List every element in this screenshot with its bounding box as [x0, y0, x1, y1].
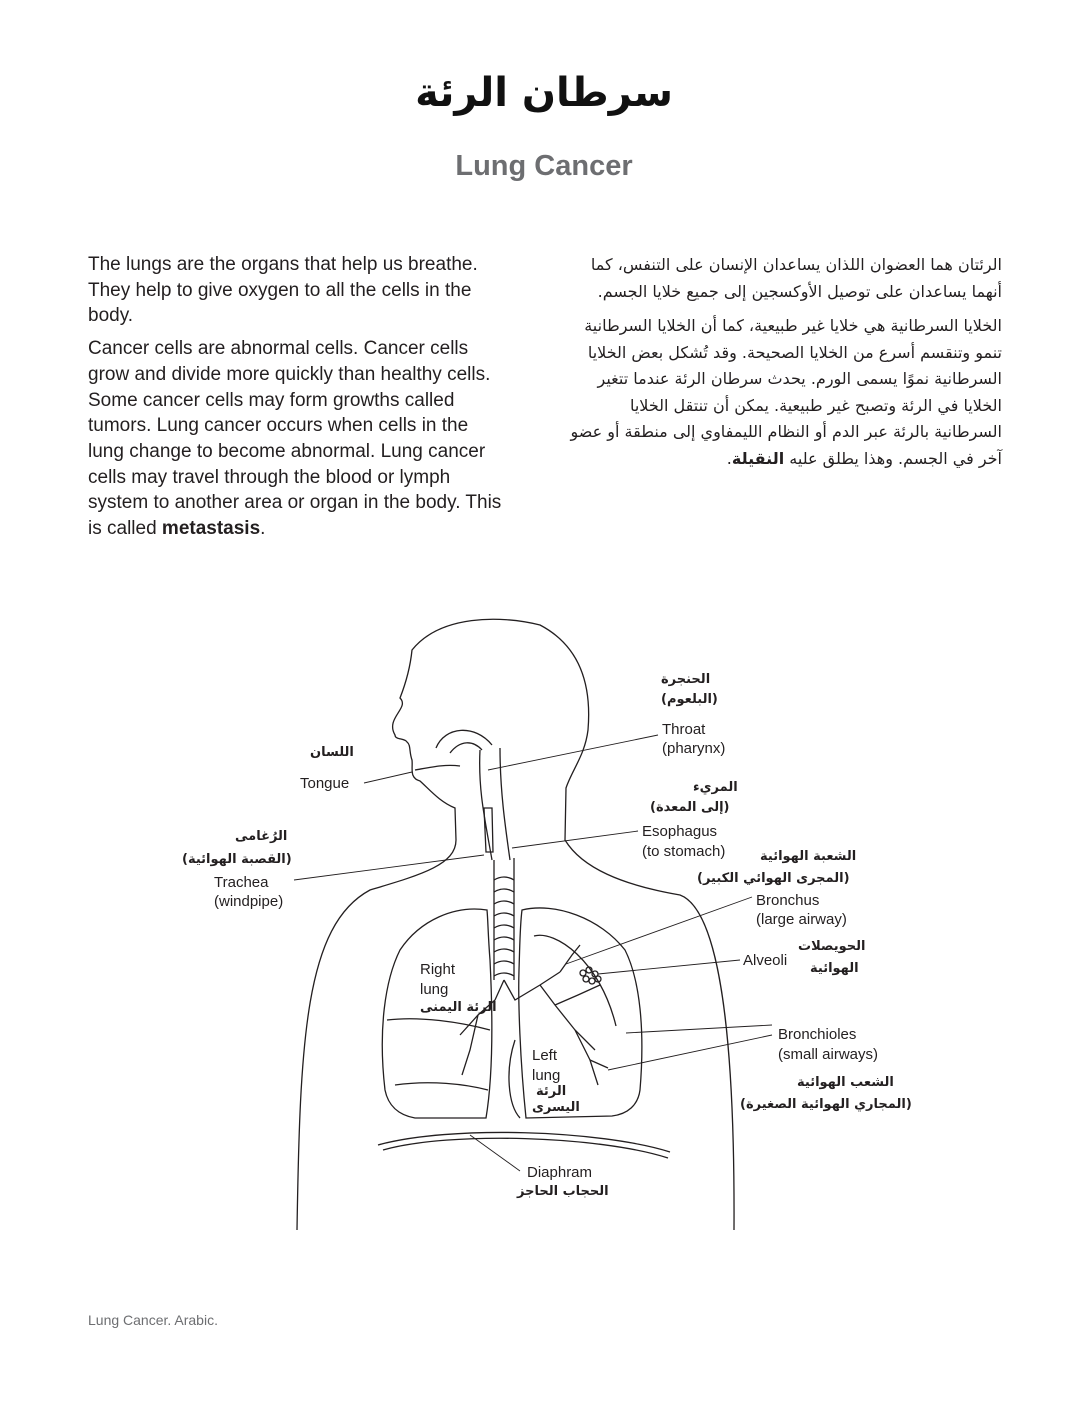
left-lung-label-arabic: الرئة	[536, 1084, 567, 1099]
english-term-metastasis: metastasis	[161, 518, 261, 540]
bronchioles-label: Bronchioles	[778, 1026, 857, 1043]
english-column	[88, 252, 508, 549]
right-lung-label-arabic: الرئة اليمنى	[420, 1000, 497, 1015]
left-lung-label: Left	[532, 1047, 558, 1064]
mouth-airway	[415, 765, 460, 770]
esophagus-label-arabic: المريء	[693, 780, 738, 795]
esophagus-label-arabic-2: (إلى المعدة)	[650, 800, 730, 815]
larynx	[484, 808, 493, 852]
small-airways-label: (small airways)	[778, 1046, 879, 1063]
bronchus-label-arabic-2: (المجرى الهوائي الكبير)	[697, 871, 850, 886]
trachea-rings	[494, 877, 514, 976]
trachea-label: Trachea	[214, 874, 269, 891]
right-lung-fissure-2	[395, 1083, 488, 1090]
alveoli-label-arabic: الحويصلات	[798, 939, 866, 954]
page-title-english: Lung Cancer	[455, 150, 633, 182]
pharynx-label: (pharynx)	[662, 740, 726, 757]
tongue-label: Tongue	[300, 775, 350, 792]
heart-notch	[509, 1040, 520, 1118]
footer-note: Lung Cancer. Arabic.	[88, 1312, 218, 1328]
diaphram-label-arabic: الحجاب الحاجز	[517, 1184, 609, 1199]
pharynx-back	[500, 748, 510, 860]
arabic-paragraph-2-text: الخلايا السرطانية هي خلايا غير طبيعية، كما أن الخلايا السرطانية تنمو وتنقسم أسرع من الخلايا الصحيحة. وقد تُشكل بعض الخلايا السرطانية نموًا يسمى الورم. يحدث سرطان الرئة عندما تتغير الخلايا في الرئة وتصبح غير طبيعية. يمكن أن تنتقل الخلايا السرطانية بالرئة عبر الدم أو النظام الليمفاوي إلى منطقة أو عضو آخر في الجسم. وهذا يطلق عليه	[570, 316, 1002, 468]
page-title-arabic: سرطان الرئة	[415, 70, 673, 116]
arabic-paragraph-2-end: .	[726, 448, 732, 468]
english-paragraph-2	[88, 336, 508, 542]
trachea-label-arabic: الرُغامى	[235, 829, 288, 844]
english-paragraph-2-text: Cancer cells are abnormal cells. Cancer cells grow and divide more quickly than healthy cells. Some cancer cells may form growths called tumors. Lung cancer occurs when cells in the lung change to become abnormal. Lung cancer cells may travel through the blood or lymph system to another area or organ in the body. This is called	[88, 338, 502, 540]
left-lung-label-2: lung	[532, 1067, 561, 1084]
throat-label-arabic-2: (البلعوم)	[661, 692, 718, 707]
bronchioles-label-arabic-2: (المجاري الهوائية الصغيرة)	[740, 1097, 912, 1112]
english-paragraph-2-end: .	[260, 518, 266, 540]
english-paragraph-1: The lungs are the organs that help us breathe. They help to give oxygen to all the cells in the body.	[88, 254, 478, 327]
tongue-label-arabic: اللسان	[310, 745, 354, 760]
right-lung-label-2: lung	[420, 981, 449, 998]
diaphram-label: Diaphram	[527, 1164, 593, 1181]
bronchioles-label-arabic: الشعب الهوائية	[797, 1075, 894, 1090]
left-lung-label-arabic-2: اليسرى	[532, 1100, 580, 1115]
throat-label: Throat	[662, 721, 706, 738]
windpipe-label: (windpipe)	[214, 893, 284, 910]
respiratory-system-diagram	[0, 590, 1088, 1230]
alveoli-label-arabic-2: الهوائية	[810, 961, 859, 976]
large-airway-label: (large airway)	[756, 911, 847, 928]
alveoli-label: Alveoli	[743, 952, 788, 969]
right-lung-label: Right	[420, 961, 456, 978]
arabic-paragraph-2	[560, 313, 1002, 472]
throat-label-arabic: الحنجرة	[661, 672, 711, 687]
bronchus-label-arabic: الشعبة الهوائية	[760, 849, 857, 864]
bronchus-label: Bronchus	[756, 892, 820, 909]
arabic-paragraph-1: الرئتان هما العضوان اللذان يساعدان الإنسان على التنفس، كما أنهما يساعدان على توصيل الأوكسجين إلى جميع خلايا الجسم.	[590, 255, 1002, 301]
esophagus-label: Esophagus	[642, 823, 718, 840]
esophagus-sublabel: (to stomach)	[642, 843, 726, 860]
arabic-term-metastasis: النقيلة	[731, 448, 785, 468]
arabic-column	[560, 252, 1002, 480]
nasal-cavity-inner	[450, 743, 482, 753]
trachea-label-arabic-2: (القصبة الهوائية)	[182, 852, 292, 867]
nasal-cavity	[436, 730, 492, 748]
